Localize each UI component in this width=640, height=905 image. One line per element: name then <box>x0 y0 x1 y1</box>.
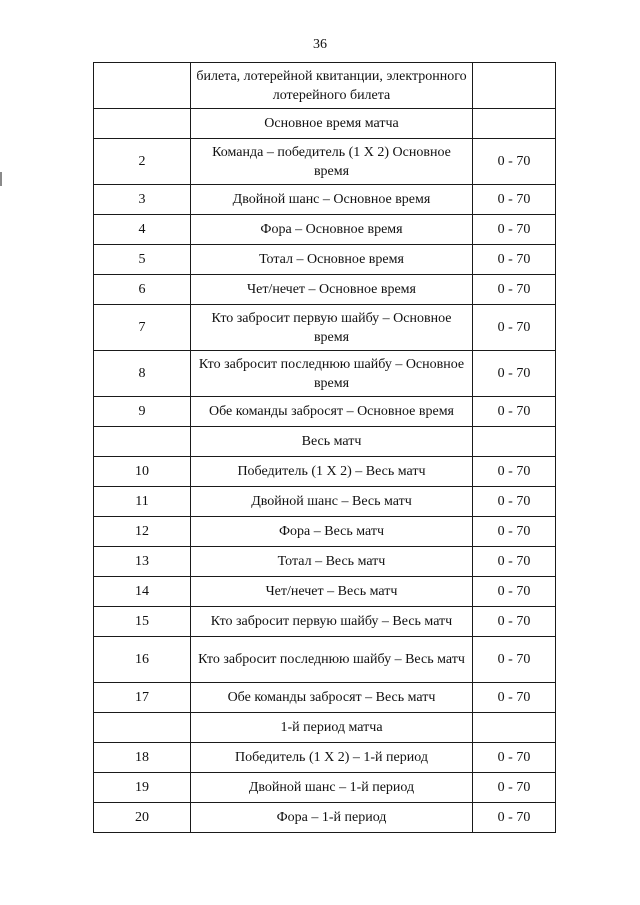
table-row <box>94 743 556 773</box>
table-row <box>94 397 556 427</box>
bet-type-cell: Весь матч <box>191 427 473 457</box>
row-number-cell: 16 <box>94 637 191 683</box>
odds-range-cell: 0 - 70 <box>473 457 556 487</box>
odds-range-cell: 0 - 70 <box>473 351 556 397</box>
bet-type-cell: билета, лотерейной квитанции, электронного лотерейного билета <box>191 63 473 109</box>
odds-range-cell: 0 - 70 <box>473 487 556 517</box>
table-row <box>94 637 556 683</box>
bet-type-cell: Кто забросит последнюю шайбу – Весь матч <box>191 637 473 683</box>
table-row <box>94 713 556 743</box>
odds-table <box>93 62 556 833</box>
table-row <box>94 517 556 547</box>
bet-type-cell: Кто забросит последнюю шайбу – Основное время <box>191 351 473 397</box>
odds-range-cell: 0 - 70 <box>473 139 556 185</box>
bet-type-cell: Тотал – Основное время <box>191 245 473 275</box>
odds-range-cell: 0 - 70 <box>473 275 556 305</box>
table-row <box>94 305 556 351</box>
table-body <box>94 63 556 833</box>
page-number: 36 <box>313 37 327 52</box>
table-row <box>94 245 556 275</box>
bet-type-cell: Основное время матча <box>191 109 473 139</box>
table-row <box>94 457 556 487</box>
odds-range-cell: 0 - 70 <box>473 607 556 637</box>
table-row <box>94 351 556 397</box>
odds-range-cell: 0 - 70 <box>473 773 556 803</box>
odds-range-cell: 0 - 70 <box>473 517 556 547</box>
table-row <box>94 773 556 803</box>
row-number-cell: 8 <box>94 351 191 397</box>
odds-range-cell <box>473 109 556 139</box>
bet-type-cell: Чет/нечет – Основное время <box>191 275 473 305</box>
row-number-cell: 17 <box>94 683 191 713</box>
table-row <box>94 185 556 215</box>
table-row <box>94 109 556 139</box>
row-number-cell: 13 <box>94 547 191 577</box>
row-number-cell: 2 <box>94 139 191 185</box>
row-number-cell: 20 <box>94 803 191 833</box>
row-number-cell: 10 <box>94 457 191 487</box>
bet-type-cell: Обе команды забросят – Основное время <box>191 397 473 427</box>
odds-range-cell: 0 - 70 <box>473 245 556 275</box>
row-number-cell: 4 <box>94 215 191 245</box>
odds-range-cell <box>473 427 556 457</box>
bet-type-cell: 1-й период матча <box>191 713 473 743</box>
table-row <box>94 275 556 305</box>
row-number-cell: 14 <box>94 577 191 607</box>
bet-type-cell: Кто забросит первую шайбу – Основное время <box>191 305 473 351</box>
odds-range-cell: 0 - 70 <box>473 637 556 683</box>
row-number-cell: 5 <box>94 245 191 275</box>
bet-type-cell: Фора – Основное время <box>191 215 473 245</box>
table-row <box>94 63 556 109</box>
row-number-cell: 18 <box>94 743 191 773</box>
bet-type-cell: Кто забросит первую шайбу – Весь матч <box>191 607 473 637</box>
odds-range-cell: 0 - 70 <box>473 743 556 773</box>
table-row <box>94 427 556 457</box>
odds-range-cell: 0 - 70 <box>473 397 556 427</box>
bet-type-cell: Обе команды забросят – Весь матч <box>191 683 473 713</box>
bet-type-cell: Двойной шанс – 1-й период <box>191 773 473 803</box>
table-row <box>94 683 556 713</box>
row-number-cell <box>94 109 191 139</box>
bet-type-cell: Двойной шанс – Весь матч <box>191 487 473 517</box>
odds-range-cell <box>473 63 556 109</box>
bet-type-cell: Чет/нечет – Весь матч <box>191 577 473 607</box>
odds-range-cell: 0 - 70 <box>473 683 556 713</box>
row-number-cell: 7 <box>94 305 191 351</box>
row-number-cell: 9 <box>94 397 191 427</box>
bet-type-cell: Победитель (1 Х 2) – 1-й период <box>191 743 473 773</box>
row-number-cell <box>94 713 191 743</box>
bet-type-cell: Тотал – Весь матч <box>191 547 473 577</box>
bet-type-cell: Двойной шанс – Основное время <box>191 185 473 215</box>
table-row <box>94 607 556 637</box>
table-row <box>94 215 556 245</box>
row-number-cell: 6 <box>94 275 191 305</box>
odds-range-cell: 0 - 70 <box>473 547 556 577</box>
table-row <box>94 487 556 517</box>
row-number-cell: 11 <box>94 487 191 517</box>
bet-type-cell: Фора – 1-й период <box>191 803 473 833</box>
bet-type-cell: Победитель (1 Х 2) – Весь матч <box>191 457 473 487</box>
row-number-cell: 3 <box>94 185 191 215</box>
scan-margin-mark <box>0 172 2 186</box>
table-row <box>94 139 556 185</box>
row-number-cell: 19 <box>94 773 191 803</box>
row-number-cell <box>94 63 191 109</box>
odds-range-cell: 0 - 70 <box>473 803 556 833</box>
bet-type-cell: Фора – Весь матч <box>191 517 473 547</box>
odds-range-cell: 0 - 70 <box>473 215 556 245</box>
odds-range-cell: 0 - 70 <box>473 305 556 351</box>
odds-range-cell: 0 - 70 <box>473 577 556 607</box>
bet-type-cell: Команда – победитель (1 Х 2) Основное время <box>191 139 473 185</box>
row-number-cell <box>94 427 191 457</box>
table-row <box>94 577 556 607</box>
table-row <box>94 547 556 577</box>
table-row <box>94 803 556 833</box>
odds-range-cell <box>473 713 556 743</box>
row-number-cell: 12 <box>94 517 191 547</box>
odds-range-cell: 0 - 70 <box>473 185 556 215</box>
row-number-cell: 15 <box>94 607 191 637</box>
